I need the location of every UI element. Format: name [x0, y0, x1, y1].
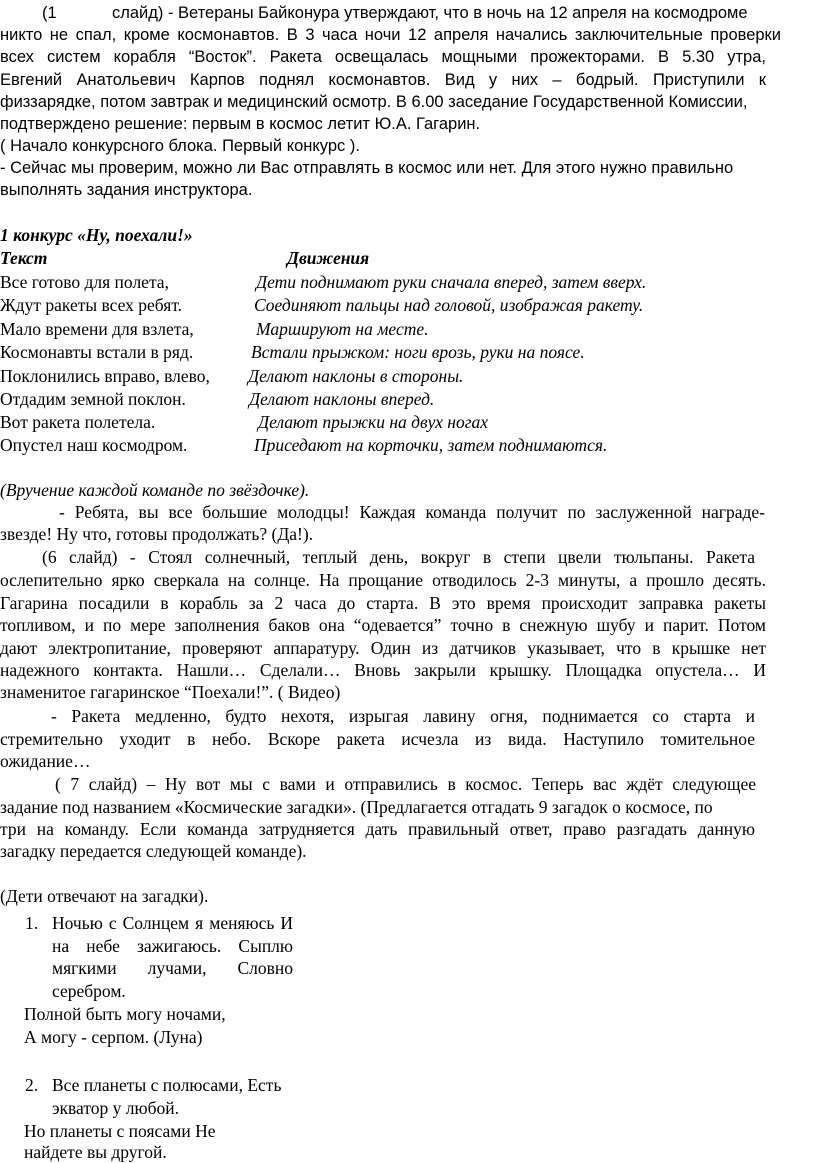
- riddle-line: Ночью с Солнцем я меняюсь И: [52, 913, 293, 933]
- intro-line: Евгений Анатольевич Карпов поднял космонавтов. Вид у них – бодрый. Приступили к: [0, 71, 766, 89]
- slide6-line: Гагарина посадили в корабль за 2 часа до старта. В это время происходит заправка ракеты: [0, 593, 766, 613]
- riddle-line: серебром.: [52, 981, 126, 1001]
- poem-line: Ждут ракеты всех ребят.: [0, 295, 183, 315]
- poem-line: Вот ракета полетела.: [0, 412, 156, 432]
- riddle-line: Но планеты с поясами Не: [24, 1121, 216, 1141]
- movement-line: Делают наклоны в стороны.: [248, 366, 464, 386]
- contest-title: 1 конкурс «Ну, поехали!»: [0, 225, 193, 245]
- riddle-line: на небе зажигаюсь. Сыплю: [52, 936, 293, 956]
- intro-line: выполнять задания инструктора.: [0, 181, 253, 199]
- riddle-line: найдете вы другой.: [24, 1142, 167, 1162]
- movement-line: Встали прыжком: ноги врозь, руки на поясе.: [251, 342, 585, 362]
- slide-number: (1: [42, 4, 57, 22]
- slide6-line: стремительно уходит в небо. Вскоре ракета исчезла из вида. Наступило томительное: [0, 729, 755, 749]
- intro-line: ( Начало конкурсного блока. Первый конкурс ).: [0, 137, 360, 155]
- intro-line: слайд) - Ветераны Байконура утверждают, что в ночь на 12 апреля на космодроме: [112, 4, 748, 22]
- slide6-line: ожидание…: [0, 751, 91, 771]
- riddle-line: Полной быть могу ночами,: [24, 1004, 226, 1024]
- award-note: (Вручение каждой команде по звёздочке).: [0, 480, 310, 500]
- slide6-line: (6 слайд) - Стоял солнечный, теплый день, вокруг в степи цвели тюльпаны. Ракета: [42, 547, 755, 567]
- poem-line: Все готово для полета,: [0, 272, 169, 292]
- riddle-line: А могу - серпом. (Луна): [24, 1027, 203, 1047]
- riddle-line: экватор у любой.: [52, 1098, 179, 1118]
- riddle-line: мягкими лучами, Словно: [52, 958, 293, 978]
- intro-line: никто не спал, кроме космонавтов. В 3 часа ночи 12 апреля начались заключительные проверки: [0, 26, 781, 44]
- riddle-line: Все планеты с полюсами, Есть: [52, 1075, 282, 1095]
- movement-line: Соединяют пальцы над головой, изображая ракету.: [254, 295, 644, 315]
- slide7-line: три на команду. Если команда затрудняется дать правильный ответ, право разгадать данную: [0, 819, 755, 839]
- slide6-line: топливом, и по мере заполнения баков она “одевается” точно в снежную шубу и парит. Потом: [0, 615, 766, 635]
- slide6-line: дают электропитание, проверяют аппаратуру. Один из датчиков указывает, что в крышке нет: [0, 638, 766, 658]
- riddle-number: 1.: [25, 913, 39, 933]
- intro-line: всех систем корабля “Восток”. Ракета освещалась мощными прожекторами. В 5.30 утра,: [0, 48, 766, 66]
- movement-line: Делают наклоны вперед.: [249, 389, 435, 409]
- poem-line: Мало времени для взлета,: [0, 319, 194, 339]
- movement-line: Делают прыжки на двух ногах: [258, 412, 489, 432]
- poem-line: Опустел наш космодром.: [0, 435, 188, 455]
- movement-line: Приседают на корточки, затем поднимаются.: [254, 435, 608, 455]
- movement-line: Маршируют на месте.: [256, 319, 429, 339]
- slide7-line: задание под названием «Космические загадки». (Предлагается отгадать 9 загадок о космосе, по: [0, 797, 713, 817]
- slide6-line: ослепительно ярко сверкала на солнце. На прощание отводилось 2-3 минуты, а прошло десять.: [0, 570, 766, 590]
- column-header-moves: Движения: [287, 248, 370, 268]
- poem-line: Отдадим земной поклон.: [0, 389, 186, 409]
- award-line: звезде! Ну что, готовы продолжать? (Да!).: [0, 524, 314, 544]
- poem-line: Космонавты встали в ряд.: [0, 342, 194, 362]
- answers-note: (Дети отвечают на загадки).: [0, 886, 209, 906]
- award-line: - Ребята, вы все большие молодцы! Каждая команда получит по заслуженной награде-: [59, 502, 765, 522]
- movement-line: Дети поднимают руки сначала вперед, затем вверх.: [256, 272, 647, 292]
- poem-line: Поклонились вправо, влево,: [0, 366, 210, 386]
- column-header-text: Текст: [0, 248, 48, 268]
- riddle-number: 2.: [25, 1075, 39, 1095]
- slide6-line: - Ракета медленно, будто нехотя, изрыгая лавину огня, поднимается со старта и: [51, 706, 755, 726]
- slide6-line: знаменитое гагаринское “Поехали!”. ( Видео): [0, 682, 341, 702]
- intro-line: подтверждено решение: первым в космос летит Ю.А. Гагарин.: [0, 115, 481, 133]
- slide7-line: ( 7 слайд) – Ну вот мы с вами и отправились в космос. Теперь вас ждёт следующее: [55, 774, 756, 794]
- intro-line: физзарядке, потом завтрак и медицинский осмотр. В 6.00 заседание Государственной Комиссии,: [0, 93, 748, 111]
- intro-line: - Сейчас мы проверим, можно ли Вас отправлять в космос или нет. Для этого нужно правильно: [0, 159, 734, 177]
- slide6-line: надежного контакта. Нашли… Сделали… Вновь закрыли крышку. Площадка опустела… И: [0, 660, 766, 680]
- slide7-line: загадку передается следующей команде).: [0, 841, 307, 861]
